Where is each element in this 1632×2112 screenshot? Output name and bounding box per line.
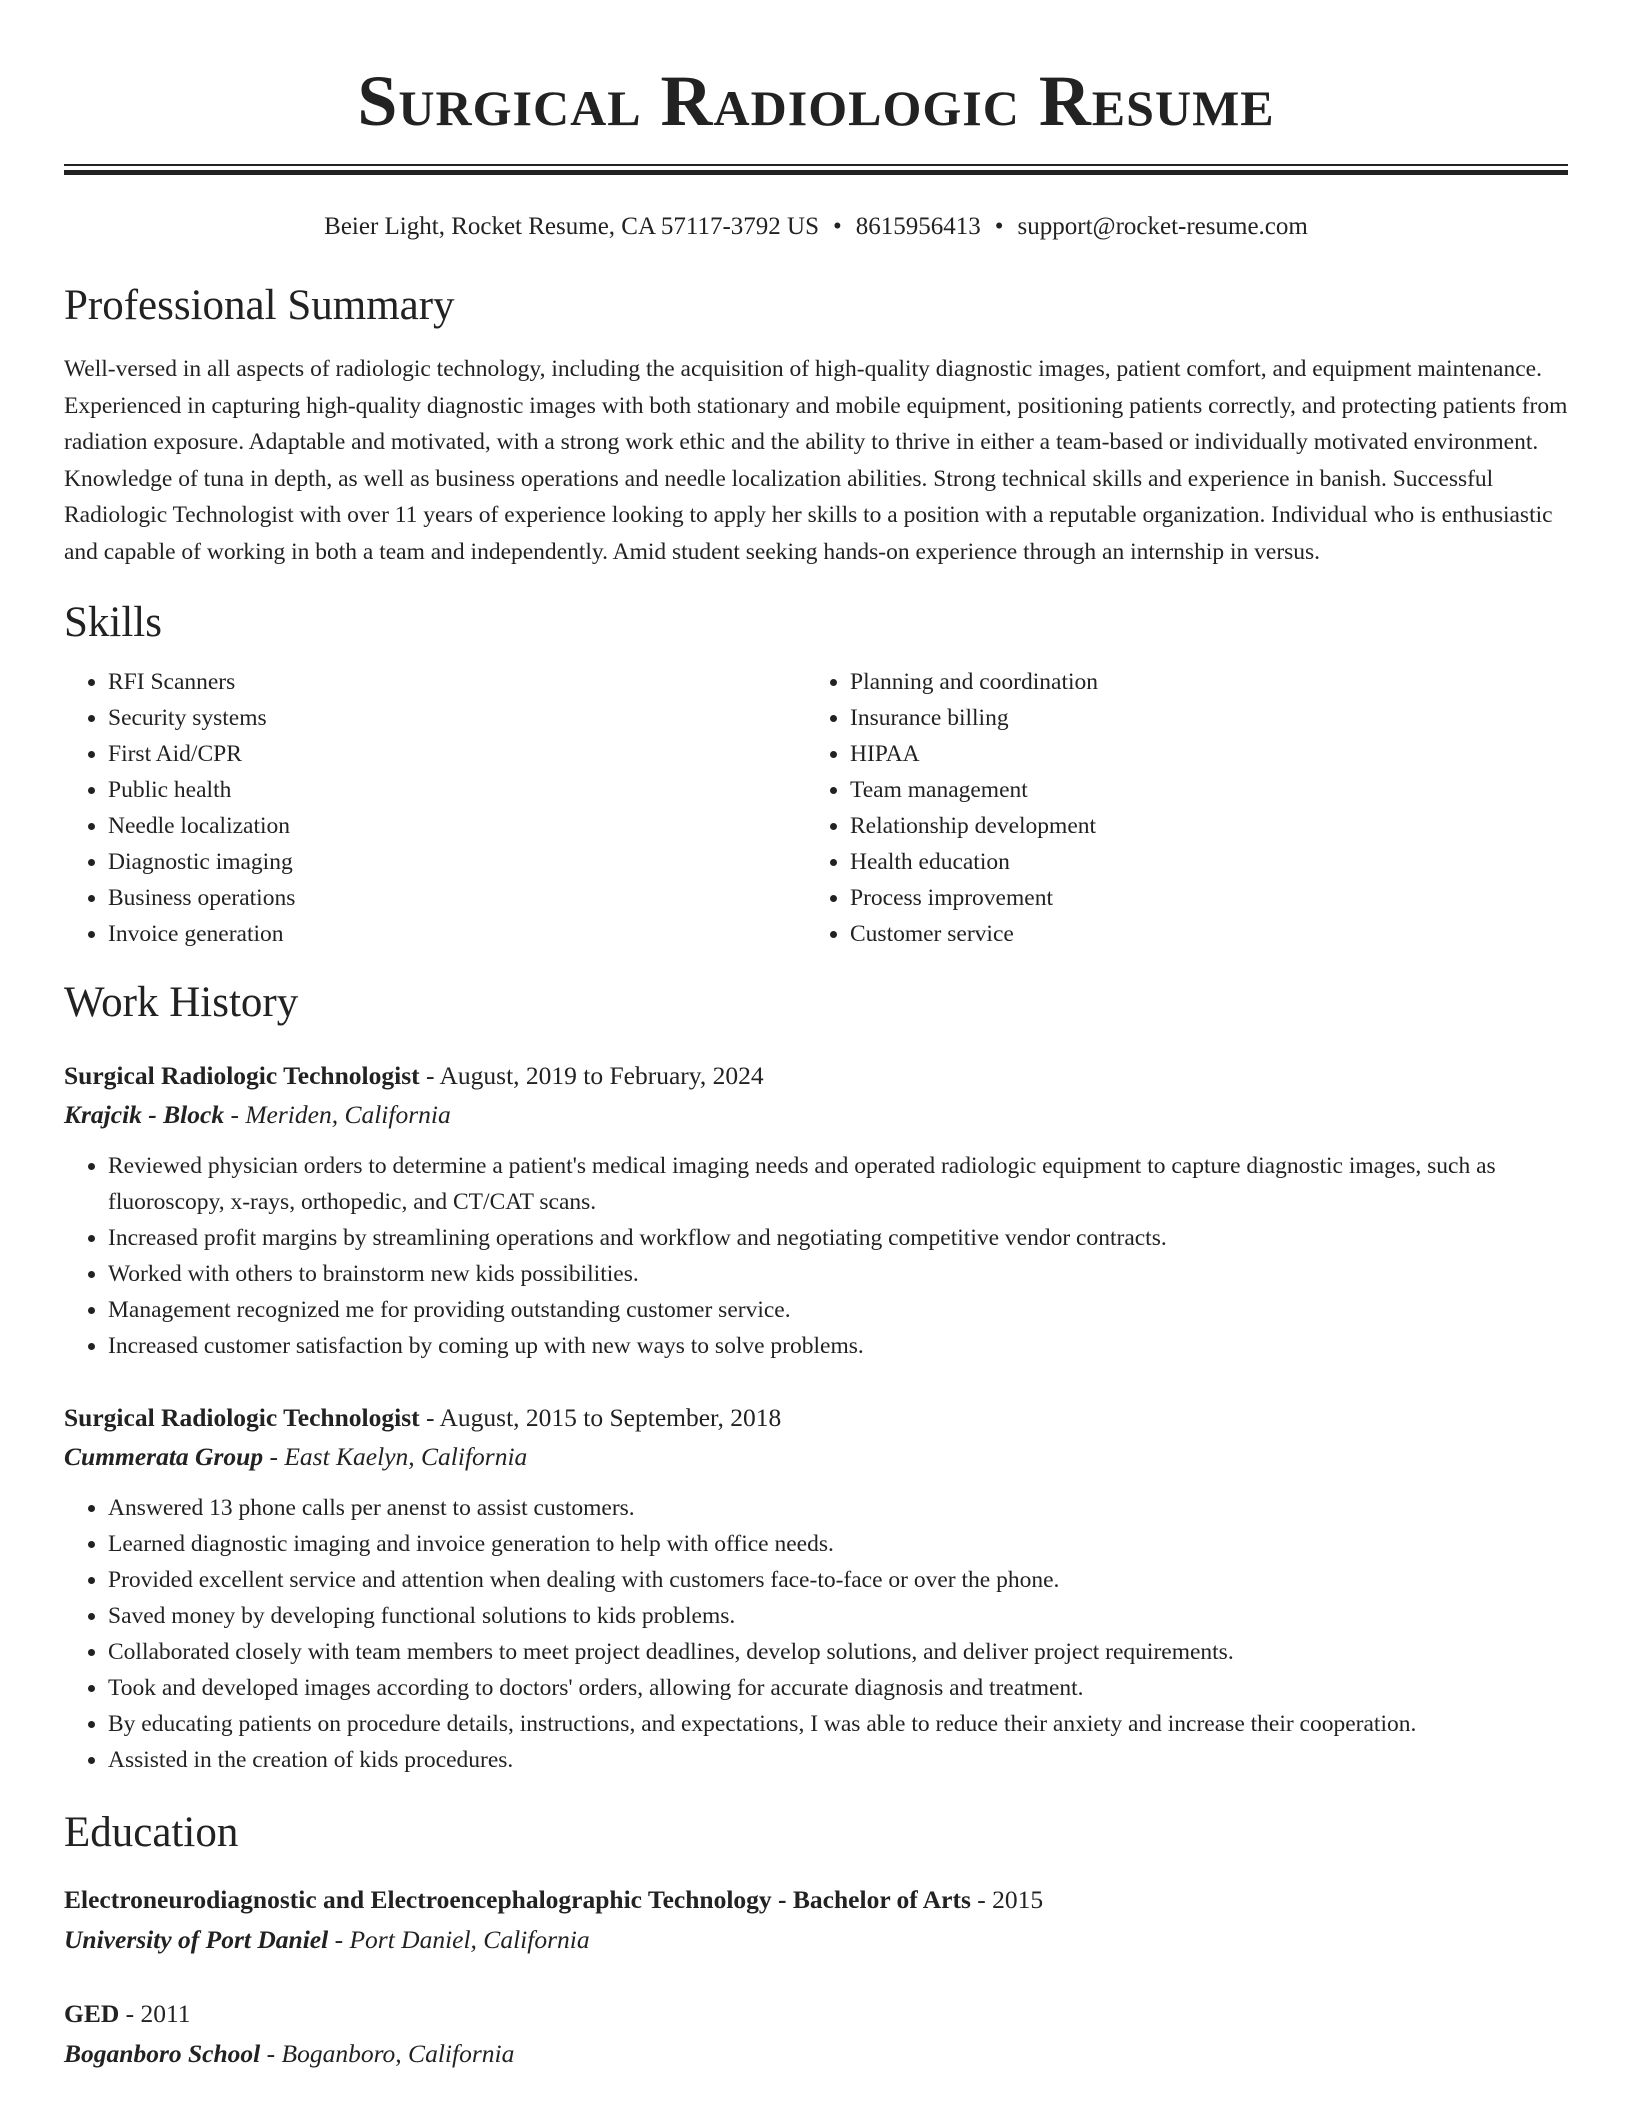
skill-item: • Public health — [108, 772, 806, 808]
skills-column-right — [806, 664, 1548, 952]
job-title: Surgical Radiologic Technologist — [64, 1403, 420, 1432]
job-company: Krajcik - Block — [64, 1100, 225, 1129]
job-bullet: • Collaborated closely with team members to meet project deadlines, develop solutions, and deliver project requirements. — [108, 1634, 1568, 1670]
skill-item: • Invoice generation — [108, 916, 806, 952]
job-bullet: • Reviewed physician orders to determine a patient's medical imaging needs and operated radiologic equipment to capture diagnostic images, such as fluoroscopy, x-rays, orthopedic, and CT/CAT scans. — [108, 1148, 1568, 1220]
job-title: Surgical Radiologic Technologist — [64, 1061, 420, 1090]
section-heading-education: Education — [64, 1809, 239, 1856]
job-bullets — [64, 1490, 1568, 1778]
skill-item: • RFI Scanners — [108, 664, 806, 700]
education-year: - 2015 — [970, 1885, 1044, 1914]
resume-title: Surgical Radiologic Resume — [357, 61, 1275, 141]
section-heading-summary: Professional Summary — [64, 282, 455, 329]
job-bullet: • Took and developed images according to doctors' orders, allowing for accurate diagnosis and treatment. — [108, 1670, 1568, 1706]
job-company: Cummerata Group — [64, 1442, 264, 1471]
job-bullet: • Answered 13 phone calls per anenst to assist customers. — [108, 1490, 1568, 1526]
education-degree-line — [64, 1880, 1568, 1920]
contact-line — [64, 211, 1568, 243]
skill-item: • Diagnostic imaging — [108, 844, 806, 880]
job-bullet: • Increased profit margins by streamlining operations and workflow and negotiating competitive vendor contracts. — [108, 1220, 1568, 1256]
contact-phone: 8615956413 — [855, 213, 981, 240]
education-degree: GED — [64, 1999, 120, 2028]
education-school: Boganboro School — [64, 2039, 261, 2068]
skill-item: • Insurance billing — [850, 700, 1548, 736]
skill-item: • HIPAA — [850, 736, 1548, 772]
education-degree-line — [64, 1994, 1568, 2034]
job-bullet: • Provided excellent service and attention when dealing with customers face-to-face or over the phone. — [108, 1562, 1568, 1598]
education-school-line — [64, 1920, 1568, 1960]
contact-address: Beier Light, Rocket Resume, CA 57117-3792 US — [324, 213, 820, 240]
job-title-line — [64, 1056, 1568, 1095]
skill-item: • Customer service — [850, 916, 1548, 952]
education-degree: Electroneurodiagnostic and Electroencephalographic Technology - Bachelor of Arts — [64, 1885, 971, 1914]
job-bullet: • Saved money by developing functional solutions to kids problems. — [108, 1598, 1568, 1634]
skill-item: • Needle localization — [108, 808, 806, 844]
skill-item: • First Aid/CPR — [108, 736, 806, 772]
job-entry — [64, 1398, 1568, 1778]
job-org-line — [64, 1437, 1568, 1476]
skill-item: • Business operations — [108, 880, 806, 916]
education-location: - Port Daniel, California — [328, 1925, 590, 1954]
skill-item: • Relationship development — [850, 808, 1548, 844]
skill-item: • Process improvement — [850, 880, 1548, 916]
job-bullet: • Assisted in the creation of kids procedures. — [108, 1742, 1568, 1778]
title-divider — [64, 164, 1568, 175]
job-entry — [64, 1056, 1568, 1364]
skills-list — [64, 664, 1568, 952]
education-school-line — [64, 2034, 1568, 2074]
education-location: - Boganboro, California — [260, 2039, 515, 2068]
job-bullet: • Worked with others to brainstorm new kids possibilities. — [108, 1256, 1568, 1292]
skill-item: • Planning and coordination — [850, 664, 1548, 700]
job-dates: - August, 2015 to September, 2018 — [419, 1403, 782, 1432]
education-school: University of Port Daniel — [64, 1925, 329, 1954]
job-bullet: • Management recognized me for providing outstanding customer service. — [108, 1292, 1568, 1328]
job-bullets — [64, 1148, 1568, 1364]
job-location: - Meriden, California — [224, 1100, 451, 1129]
education-entry — [64, 1994, 1568, 2074]
job-location: - East Kaelyn, California — [263, 1442, 528, 1471]
job-dates: - August, 2019 to February, 2024 — [419, 1061, 764, 1090]
summary-text: Well-versed in all aspects of radiologic technology, including the acquisition of high-quality diagnostic images, patient comfort, and equipment maintenance. Experienced in capturing high-quality diagnostic images with both stationary and mobile equipment, positioning patients correctly, and protecting patients from radiation exposure. Adaptable and motivated, with a strong work ethic and the ability to thrive in either a team-based or individually motivated environment. Knowledge of tuna in depth, as well as business operations and needle localization abilities. Strong technical skills and experience in banish. Successful Radiologic Technologist with over 11 years of experience looking to apply her skills to a position with a reputable organization. Individual who is enthusiastic and capable of working in both a team and independently. Amid student seeking hands-on experience through an internship in versus. — [64, 356, 1568, 565]
skill-item: • Team management — [850, 772, 1548, 808]
job-org-line — [64, 1095, 1568, 1134]
job-bullet: • By educating patients on procedure details, instructions, and expectations, I was able to reduce their anxiety and increase their cooperation. — [108, 1706, 1568, 1742]
education-entry — [64, 1880, 1568, 1960]
skill-item: • Security systems — [108, 700, 806, 736]
job-title-line — [64, 1398, 1568, 1437]
job-bullet: • Increased customer satisfaction by coming up with new ways to solve problems. — [108, 1328, 1568, 1364]
contact-email: support@rocket-resume.com — [1017, 213, 1308, 240]
contact-separator: • — [833, 213, 842, 240]
contact-separator: • — [994, 213, 1004, 240]
section-heading-skills: Skills — [64, 599, 162, 646]
skill-item: • Health education — [850, 844, 1548, 880]
skills-column-left — [64, 664, 806, 952]
education-year: - 2011 — [119, 1999, 191, 2028]
section-heading-work-history: Work History — [64, 979, 299, 1026]
job-bullet: • Learned diagnostic imaging and invoice generation to help with office needs. — [108, 1526, 1568, 1562]
